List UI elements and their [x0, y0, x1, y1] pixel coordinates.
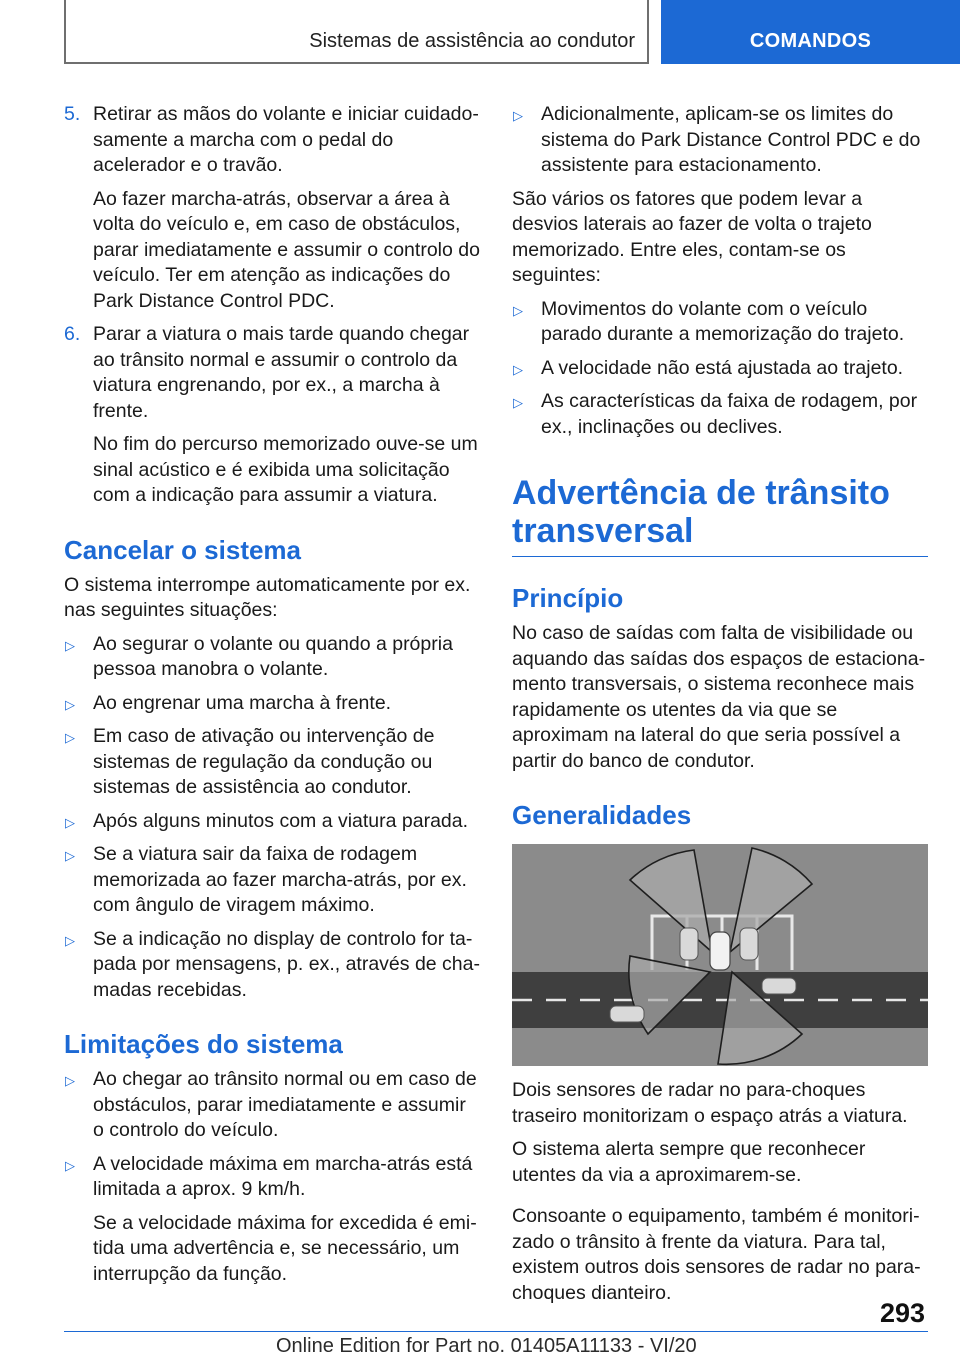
figure-caption: Consoante o equipamento, também é monitorizado o trânsito à frente da viatura. Para tal, existem outros dois sensores de radar no para-choques dianteiro. — [512, 1205, 921, 1304]
step-text: Retirar as mãos do volante e iniciar cuidadosamente a marcha com o pedal do acelerador e o travão. — [93, 103, 479, 176]
heading-cancel-system: Cancelar o sistema — [64, 534, 302, 565]
factors-intro: São vários os fatores que podem levar a desvios laterais ao fazer de volta o trajeto memorizado. Entre eles, contam-se os seguintes: — [512, 187, 872, 286]
step-text: Parar a viatura o mais tarde quando chegar ao trânsito normal e assumir o controlo da viatura engrenando, por ex., a marcha à frente. — [93, 323, 470, 422]
header-section-box — [64, 0, 649, 64]
step-number: 6. — [64, 323, 81, 345]
list-item: ▷ As características da faixa de rodagem, por ex., inclinações ou declives. — [513, 390, 918, 438]
triangle-bullet-icon: ▷ — [65, 696, 75, 712]
chapter-tab[interactable] — [661, 0, 960, 64]
triangle-bullet-icon: ▷ — [65, 1073, 75, 1088]
list-item: ▷ Ao chegar ao trânsito normal ou em caso de obstáculos, parar imediatamente e assumir o controlo do veículo. — [65, 1068, 477, 1141]
footer-edition: Online Edition for Part no. 01405A11133 - VI/20 — [276, 1335, 697, 1357]
list-item: ▷ Adicionalmente, aplicam-se os limites do sistema do Park Distance Control PDC e do assistente para estacionamento. — [513, 103, 921, 176]
step-6 — [64, 322, 480, 509]
step-number: 5. — [64, 103, 81, 125]
list-item: ▷ Ao segurar o volante ou quando a própria pessoa manobra o volante. — [65, 632, 453, 680]
triangle-bullet-icon: ▷ — [513, 108, 523, 123]
triangle-bullet-icon: ▷ — [65, 932, 75, 948]
triangle-bullet-icon: ▷ — [65, 637, 75, 653]
list-item: ▷ Após alguns minutos com a viatura parada. — [64, 809, 480, 835]
triangle-bullet-icon: ▷ — [65, 814, 75, 830]
cancel-intro: O sistema interrompe automaticamente por ex. nas seguintes situações: — [64, 573, 471, 621]
section-title: Sistemas de assistência ao condutor — [309, 30, 635, 52]
triangle-bullet-icon: ▷ — [65, 848, 75, 863]
triangle-bullet-icon: ▷ — [513, 395, 523, 410]
triangle-bullet-icon: ▷ — [513, 361, 523, 377]
heading-principle: Princípio — [512, 583, 624, 613]
step-note: Ao fazer marcha-atrás, observar a área à volta do veículo e, em caso de obstáculos, parar imediatamente e assumir o controlo do veículo. Ter em atenção as indicações do Park Distance Control PDC. — [93, 187, 480, 312]
right-column — [512, 102, 928, 1314]
triangle-bullet-icon: ▷ — [513, 302, 523, 318]
list-item: ▷ A velocidade não está ajustada ao trajeto. — [512, 356, 928, 382]
step-note: No fim do percurso memorizado ouve-se um sinal acústico e é exibida uma solicitação com a indicação para assumir a viatura. — [93, 433, 478, 506]
radar-illustration — [512, 844, 928, 1066]
principle-text: No caso de saídas com falta de visibilidade ou aquando das saídas dos espaços de estacionamento transversais, o sistema reconhece mais rapidamente os utentes da via que se aproximam na lateral do que seria possível a partir do banco de condutor. — [512, 622, 926, 772]
figure-caption: O sistema alerta sempre que reconhecer utentes da via a aproximarem-se. — [512, 1138, 866, 1186]
step-5 — [64, 102, 480, 314]
list-item: ▷ Se a viatura sair da faixa de rodagem memorizada ao fazer marcha-atrás, por ex. com ângulo de viragem máximo. — [65, 843, 467, 916]
list-item: ▷ Se a indicação no display de controlo for tapada por mensagens, p. ex., através de chamadas recebidas. — [65, 927, 480, 1001]
heading-system-limits: Limitações do sistema — [64, 1029, 343, 1059]
list-item: ▷ Ao engrenar uma marcha à frente. — [64, 691, 480, 717]
page-number: 293 — [880, 1298, 926, 1328]
triangle-bullet-icon: ▷ — [65, 730, 75, 745]
footer-divider — [64, 1331, 928, 1332]
figure-caption: Dois sensores de radar no para-choques traseiro monitorizam o espaço atrás a viatura. — [512, 1079, 908, 1127]
triangle-bullet-icon: ▷ — [65, 1157, 75, 1173]
list-item: ▷ Movimentos do volante com o veículo parado durante a memorização do trajeto. — [513, 297, 905, 345]
heading-general: Generalidades — [512, 800, 692, 830]
list-item: ▷ A velocidade máxima em marcha-atrás está limitada a aprox. 9 km/h. Se a velocidade máxima for excedida é emitida uma advertência e, se necessário, um interrupção da função. — [65, 1152, 477, 1285]
cross-traffic-radar-figure — [512, 844, 928, 1066]
left-column — [64, 102, 480, 1295]
chapter-tab-label: COMANDOS — [749, 30, 872, 52]
heading-cross-traffic-warning: Advertência de trânsito transversal — [512, 474, 928, 557]
list-item: ▷ Em caso de ativação ou intervenção de sistemas de regulação da condução ou sistemas de assistência ao condutor. — [65, 725, 435, 798]
